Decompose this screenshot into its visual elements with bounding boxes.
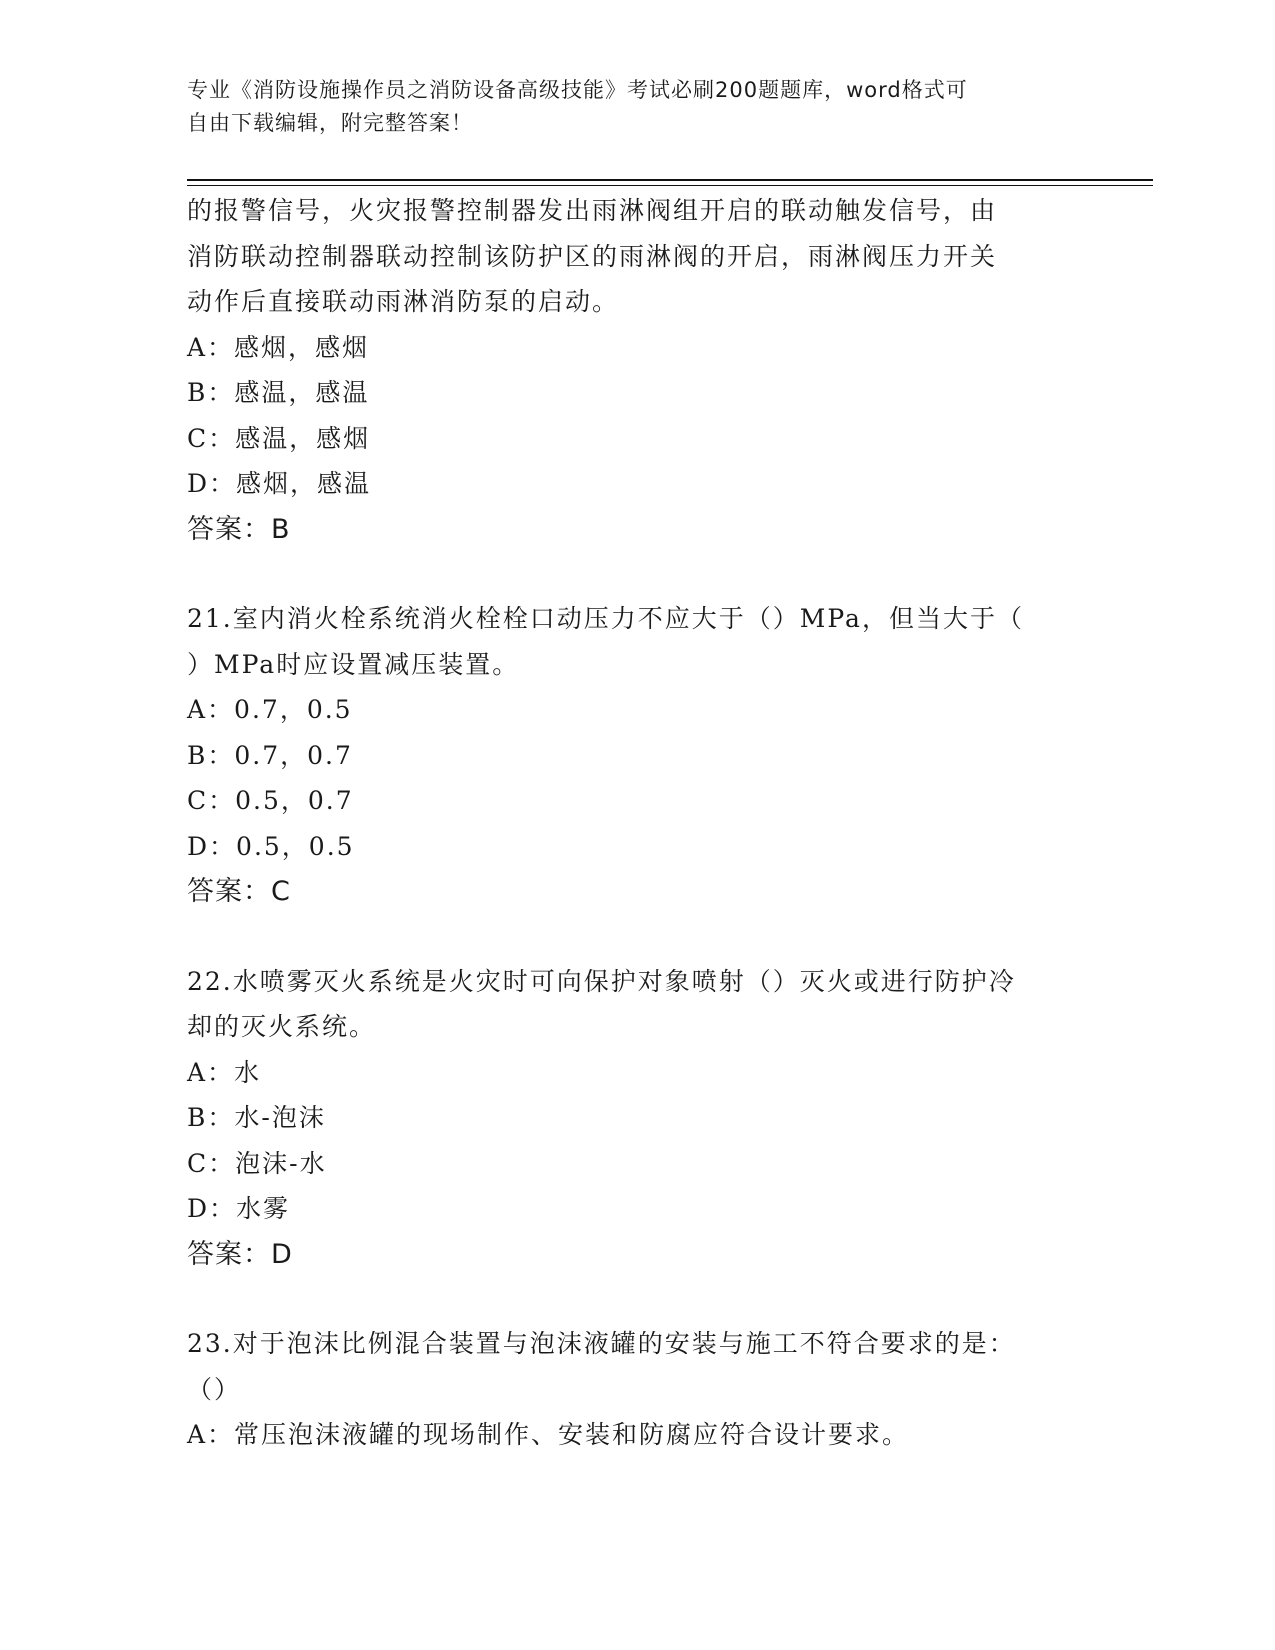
- question-body: [187, 188, 1087, 1458]
- question-text-line: ）MPa时应设置减压装置。: [187, 649, 520, 679]
- spacer: [187, 552, 1087, 596]
- option-d: D：水雾: [187, 1194, 291, 1223]
- header-divider-thin: [187, 185, 1153, 186]
- question-text-line: 22.水喷雾灭火系统是火灾时可向保护对象喷射（）灭火或进行防护冷: [187, 966, 1016, 996]
- option-a: A：感烟，感烟: [187, 332, 370, 362]
- header-line-2: 自由下载编辑，附完整答案！: [187, 111, 473, 135]
- option-b: B：水-泡沫: [187, 1103, 326, 1132]
- question-text-line: 的报警信号，火灾报警控制器发出雨淋阀组开启的联动触发信号，由: [187, 196, 998, 225]
- option-a: A：常压泡沫液罐的现场制作、安装和防腐应符合设计要求。: [187, 1420, 910, 1449]
- option-c: C：泡沫-水: [187, 1148, 327, 1178]
- option-d: D：感烟，感温: [187, 469, 372, 498]
- option-c: C：0.5，0.7: [187, 786, 354, 815]
- question-text-line: （）: [187, 1374, 242, 1404]
- option-a: A：水: [187, 1057, 262, 1087]
- question-text-line: 却的灭火系统。: [187, 1012, 377, 1041]
- question-22: [187, 959, 1087, 1278]
- option-b: B：0.7，0.7: [187, 740, 353, 770]
- question-20-continued: [187, 188, 1087, 552]
- question-text-line: 动作后直接联动雨淋消防泵的启动。: [187, 287, 620, 316]
- header-divider: [187, 179, 1153, 181]
- document-header: [187, 74, 1067, 140]
- answer-line: 答案：D: [187, 1238, 293, 1270]
- question-text-line: 21.室内消火栓系统消火栓栓口动压力不应大于（）MPa，但当大于（: [187, 604, 1024, 633]
- question-text-line: 23.对于泡沫比例混合装置与泡沫液罐的安装与施工不符合要求的是：: [187, 1329, 1016, 1358]
- option-c: C：感温，感烟: [187, 423, 371, 453]
- answer-line: 答案：C: [187, 876, 291, 907]
- question-21: [187, 596, 1087, 915]
- question-text-line: 消防联动控制器联动控制该防护区的雨淋阀的开启，雨淋阀压力开关: [187, 241, 998, 271]
- spacer: [187, 1277, 1087, 1321]
- header-line-1: 专业《消防设施操作员之消防设备高级技能》考试必刷200题题库，word格式可: [187, 78, 968, 102]
- option-b: B：感温，感温: [187, 378, 370, 407]
- question-23: [187, 1321, 1087, 1458]
- answer-line: 答案：B: [187, 513, 291, 545]
- option-d: D：0.5，0.5: [187, 831, 355, 861]
- option-a: A：0.7，0.5: [187, 695, 353, 724]
- spacer: [187, 915, 1087, 959]
